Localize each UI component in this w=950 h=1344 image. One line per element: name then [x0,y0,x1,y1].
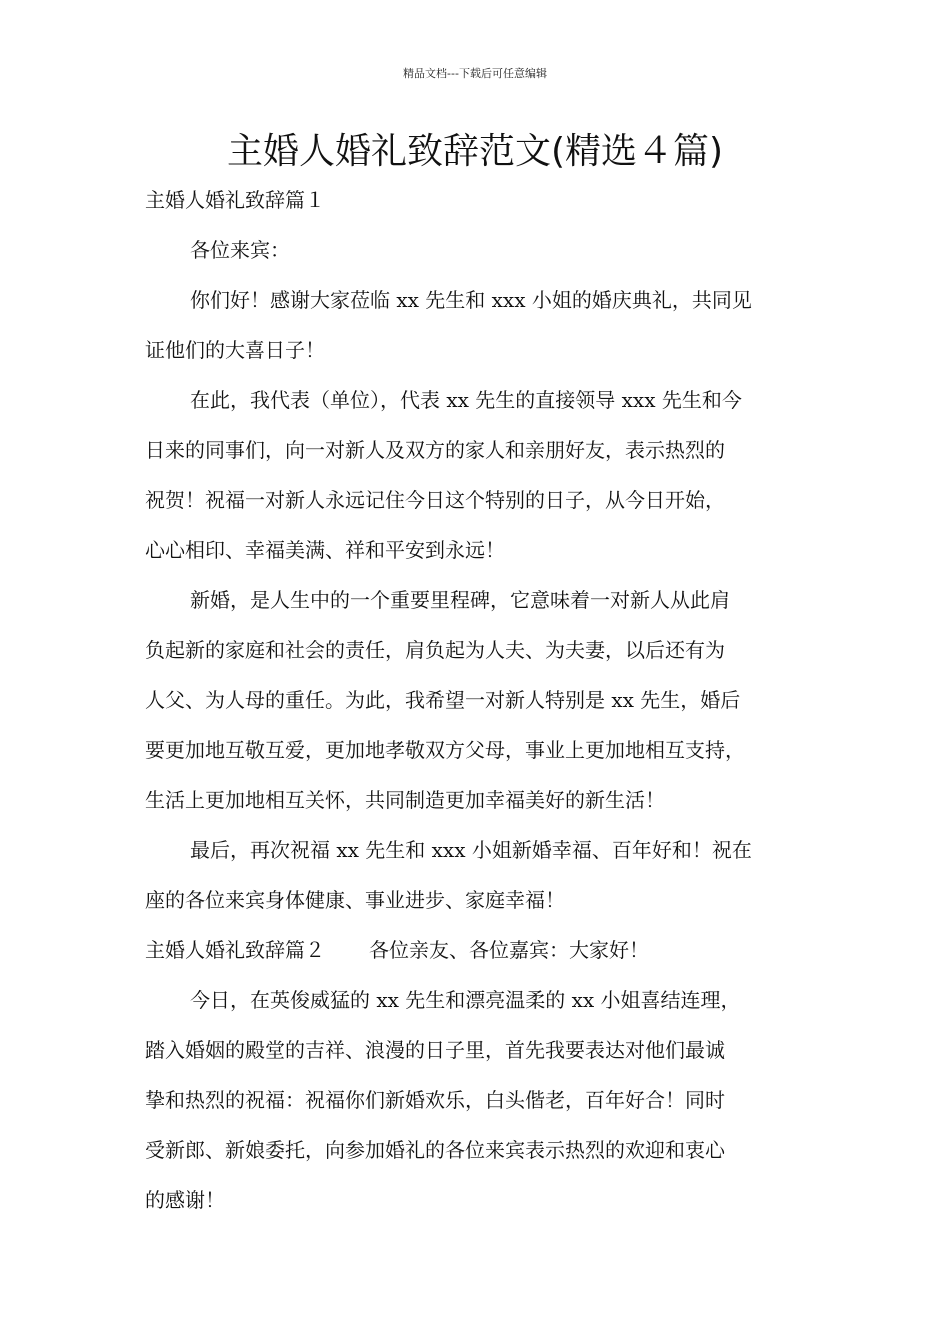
paragraph-line: 人父、为人母的重任。为此，我希望一对新人特别是 xx 先生，婚后 [145,688,741,712]
document-body [145,175,821,1225]
paragraph-line: 要更加地互敬互爱，更加地孝敬双方父母，事业上更加地相互支持， [145,738,745,762]
paragraph-line: 的感谢！ [145,1188,225,1212]
paragraph-line: 负起新的家庭和社会的责任，肩负起为人夫、为夫妻，以后还有为 [145,638,725,662]
section-1-greeting: 各位来宾： [190,238,290,262]
paragraph-line: 证他们的大喜日子！ [145,338,325,362]
paragraph-line: 生活上更加地相互关怀，共同制造更加幸福美好的新生活！ [145,788,665,812]
paragraph-line: 挚和热烈的祝福：祝福你们新婚欢乐，白头偕老，百年好合！同时 [145,1088,725,1112]
section-2-greeting: 各位亲友、各位嘉宾：大家好！ [369,938,649,962]
paragraph-line: 最后，再次祝福 xx 先生和 xxx 小姐新婚幸福、百年好和！祝在 [190,838,752,862]
paragraph-line: 祝贺！祝福一对新人永远记住今日这个特别的日子，从今日开始， [145,488,725,512]
paragraph-line: 心心相印、幸福美满、祥和平安到永远！ [145,538,505,562]
paragraph-line: 今日，在英俊威猛的 xx 先生和漂亮温柔的 xx 小姐喜结连理， [190,988,741,1012]
paragraph-line: 在此，我代表（单位），代表 xx 先生的直接领导 xxx 先生和今 [190,388,742,412]
section-2-heading: 主婚人婚礼致辞篇２ [145,938,325,962]
paragraph-line: 你们好！感谢大家莅临 xx 先生和 xxx 小姐的婚庆典礼，共同见 [190,288,752,312]
document-title: 主婚人婚礼致辞范文(精选４篇) [226,131,724,172]
paragraph-line: 踏入婚姻的殿堂的吉祥、浪漫的日子里，首先我要表达对他们最诚 [145,1038,725,1062]
paragraph-line: 日来的同事们，向一对新人及双方的家人和亲朋好友，表示热烈的 [145,438,725,462]
paragraph-line: 受新郎、新娘委托，向参加婚礼的各位来宾表示热烈的欢迎和衷心 [145,1138,725,1162]
paragraph-line: 新婚，是人生中的一个重要里程碑，它意味着一对新人从此肩 [190,588,730,612]
paragraph-line: 座的各位来宾身体健康、事业进步、家庭幸福！ [145,888,565,912]
section-1-heading: 主婚人婚礼致辞篇１ [145,188,325,212]
page-header-note: 精品文档---下载后可任意编辑 [403,67,547,80]
section-2-heading-line [145,925,821,975]
